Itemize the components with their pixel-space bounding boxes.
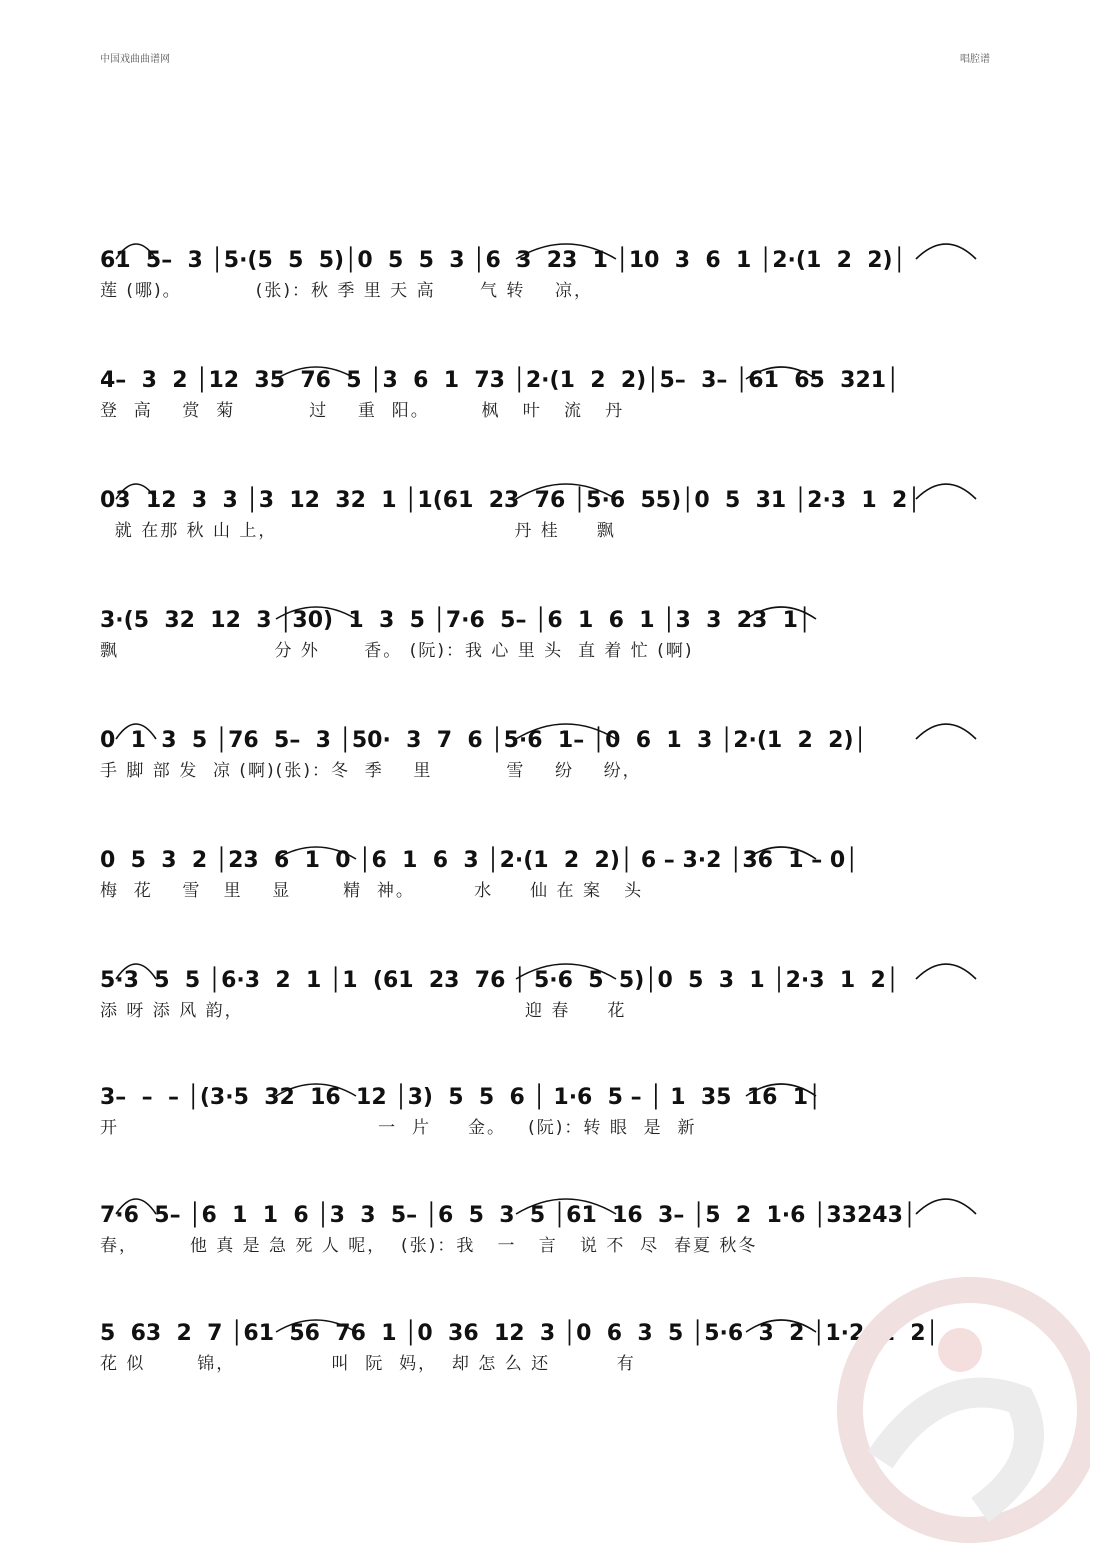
notation-line: 0 1 3 5 │76 5– 3 │50· 3 7 6 │5·6 1– │0 6 1 3 │2·(1 2 2)│ [100, 728, 867, 753]
site-header: 中国戏曲曲谱网 [100, 54, 170, 65]
notation-line: 03 12 3 3 │3 12 32 1 │1(61 23 76 │5·6 55)│0 5 31 │2·3 1 2│ [100, 488, 921, 513]
lyrics-line: 飘 分 外 香。 (阮)：我 心 里 头 直 着 忙 (啊) [100, 641, 694, 661]
lyrics-line: 添 呀 添 风 韵， 迎 春 花 [100, 1001, 627, 1021]
notation-line: 5·3 5 5 │6·3 2 1 │1 (61 23 76 │ 5·6 5 5)│0 5 3 1 │2·3 1 2│ [100, 968, 900, 993]
lyrics-line: 就 在那 秋 山 上， 丹 桂 飘 [100, 521, 616, 541]
lyrics-line: 手 脚 部 发 凉 (啊)(张)：冬 季 里 雪 纷 纷， [100, 761, 642, 781]
notation-line: 7·6 5– │6 1 1 6 │3 3 5– │6 5 3 5 │61 16 3– │5 2 1·6 │33243│ [100, 1203, 917, 1228]
lyrics-line: 花 似 锦， 叫 阮 妈， 却 怎 么 还 有 [100, 1354, 636, 1374]
notation-line: 3– – – │(3·5 32 16 12 │3) 5 5 6 │ 1·6 5 – │ 1 35 16 1│ [100, 1085, 822, 1110]
notation-line: 61 5– 3 │5·(5 5 5)│0 5 5 3 │6 3 23 1 │10 3 6 1 │2·(1 2 2)│ [100, 248, 906, 273]
lyrics-line: 莲 (哪)。 (张)：秋 季 里 天 高 气 转 凉， [100, 281, 594, 301]
score-type-header: 唱腔谱 [960, 54, 990, 65]
score-system [96, 695, 1018, 805]
score-system [96, 215, 1018, 325]
lyrics-line: 登 高 赏 菊 过 重 阳。 枫 叶 流 丹 [100, 401, 625, 421]
score-system [96, 335, 1018, 445]
notation-line: 0 5 3 2 │23 6 1 0 │6 1 6 3 │2·(1 2 2)│ 6 – 3·2 │36 1 – 0│ [100, 848, 859, 873]
notation-line: 3·(5 32 12 3 │30) 1 3 5 │7·6 5– │6 1 6 1 │3 3 23 1│ [100, 608, 812, 633]
lyrics-line: 开 一 片 金。 (阮)：转 眼 是 新 [100, 1118, 697, 1138]
lyrics-line: 春， 他 真 是 急 死 人 呢， (张)：我 一 言 说 不 尽 春夏 秋冬 [100, 1236, 758, 1256]
lyrics-line: 梅 花 雪 里 显 精 神。 水 仙 在 案 头 [100, 881, 644, 901]
notation-line: 4– 3 2 │12 35 76 5 │3 6 1 73 │2·(1 2 2)│5– 3– │61 65 321│ [100, 368, 900, 393]
score-system [96, 575, 1018, 685]
score-system [96, 935, 1018, 1045]
notation-line: 5 63 2 7 │61 56 76 1 │0 36 12 3 │0 6 3 5 │5·6 3 2 │1·2 1 2│ [100, 1321, 939, 1346]
score-system [96, 1052, 1018, 1162]
watermark-logo [820, 1260, 1090, 1550]
score-system [96, 455, 1018, 565]
score-system [96, 815, 1018, 925]
